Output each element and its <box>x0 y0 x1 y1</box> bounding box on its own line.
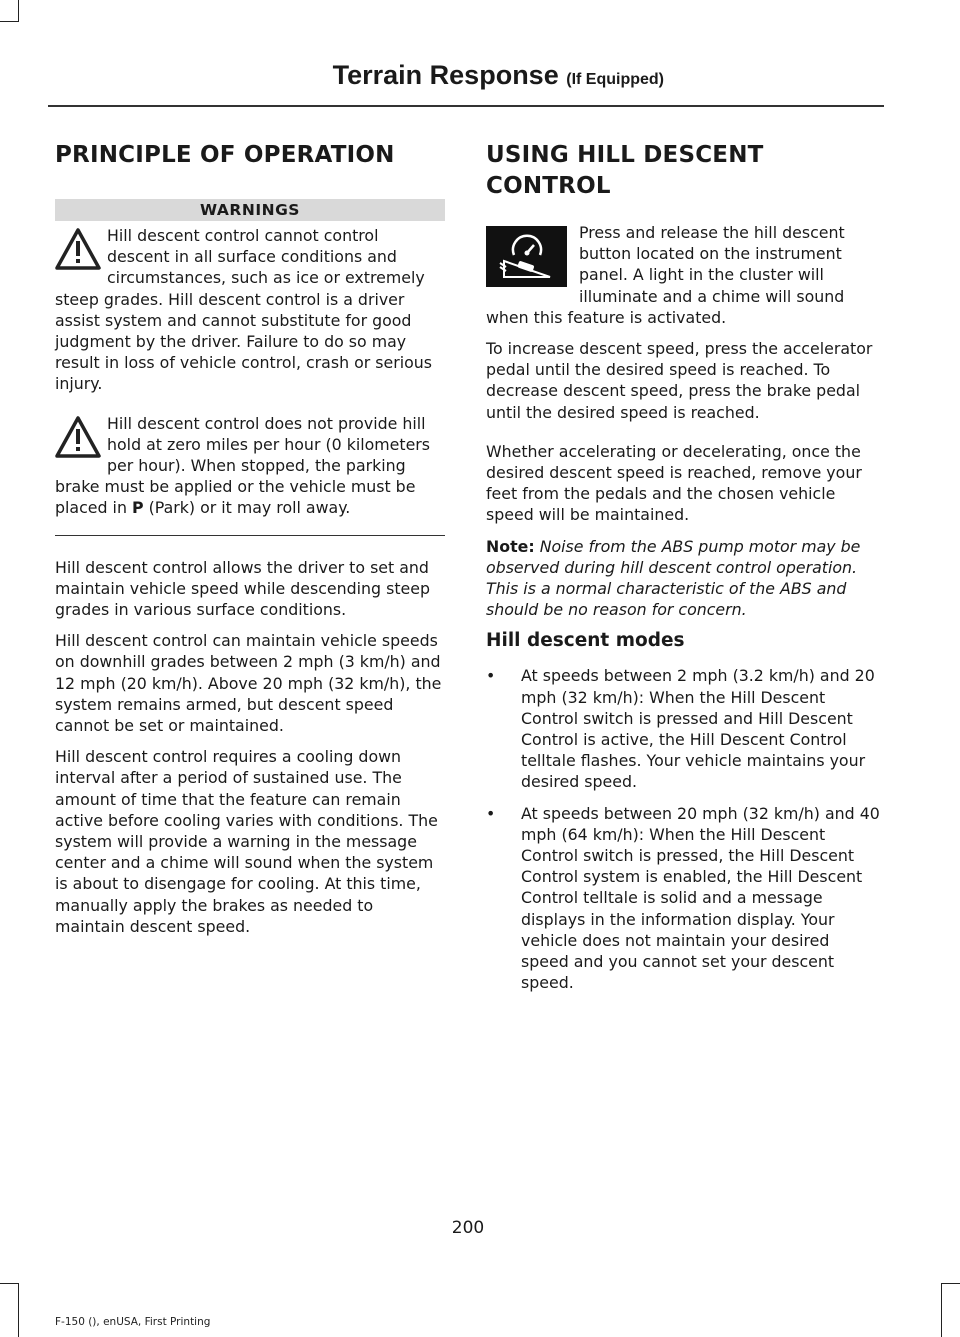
crop-mark-bottom-left-h <box>0 1283 18 1284</box>
note-text: Noise from the ABS pump motor may be observed during hill descent control operation. This is a normal characteristic of the ABS and should be no reason for concern. <box>486 536 861 620</box>
note-label: Note: <box>486 536 535 556</box>
header-title: Terrain Response <box>332 60 559 90</box>
modes-list <box>486 665 880 993</box>
bullet: • <box>486 803 496 823</box>
footer-edition: F-150 (), enUSA, First Printing <box>55 1316 211 1328</box>
warning-1-text: Hill descent control cannot control descent in all surface conditions and circumstances, such as ice or extremely steep grades. Hill descent control is a driver assist system and cannot substitute for good judgment by the driver. Failure to do so may result in loss of vehicle control, crash or serious injury. <box>55 226 433 394</box>
mode-2-text: At speeds between 20 mph (32 km/h) and 40 mph (64 km/h): When the Hill Descent Control switch is pressed, the Hill Descent Control system is enabled, the Hill Descent Control telltale is solid and a message displays in the information display. Your vehicle does not maintain your desired speed and you cannot set your descent speed. <box>521 803 880 993</box>
note <box>486 536 880 621</box>
principle-heading: PRINCIPLE OF OPERATION <box>55 142 395 168</box>
left-column <box>55 140 445 947</box>
crop-mark-top-left-v <box>18 0 19 22</box>
warning-2 <box>55 413 445 519</box>
page-number: 200 <box>451 1218 485 1238</box>
list-item <box>486 803 880 994</box>
hill-descent-glyph <box>496 233 558 281</box>
crop-mark-bottom-right-v <box>941 1283 942 1337</box>
warning-triangle-icon <box>55 227 101 271</box>
warning-2-text-post: (Park) or it may roll away. <box>148 498 351 518</box>
right-para-2: To increase descent speed, press the accelerator pedal until the desired speed is reached. To decrease descent speed, press the brake pedal until the desired speed is reached. <box>486 339 873 422</box>
crop-mark-bottom-left-v <box>18 1283 19 1337</box>
right-para-1: Press and release the hill descent button located on the instrument panel. A light in the cluster will illuminate and a chime will sound when this feature is activated. <box>486 223 845 327</box>
warnings-end-rule <box>55 535 445 536</box>
warning-1 <box>55 225 445 395</box>
crop-mark-top-left-h <box>0 21 18 22</box>
warning-2-text <box>55 413 445 519</box>
right-column <box>486 140 880 1004</box>
header-subtitle: (If Equipped) <box>566 71 664 88</box>
header-rule <box>48 105 884 107</box>
hdc-intro <box>486 222 880 328</box>
hill-descent-icon <box>486 226 567 287</box>
mode-1-text: At speeds between 2 mph (3.2 km/h) and 20 mph (32 km/h): When the Hill Descent Control switch is pressed and Hill Descent Control is active, the Hill Descent Control telltale flashes. Your vehicle maintains your desired speed. <box>521 666 875 792</box>
warning-2-text-pre: Hill descent control does not provide hill hold at zero miles per hour (0 kilometers per hour). When stopped, the parking brake must be applied or the vehicle must be placed in <box>55 413 431 518</box>
list-item <box>486 665 880 792</box>
bullet: • <box>486 666 496 686</box>
right-para-3: Whether accelerating or decelerating, once the desired descent speed is reached, remove your feet from the pedals and the chosen vehicle speed will be maintained. <box>486 441 862 525</box>
running-header <box>333 60 664 91</box>
park-letter: P <box>131 498 144 518</box>
left-para-3: Hill descent control requires a cooling down interval after a period of sustained use. The amount of time that the feature can remain active before cooling varies with conditions. The system will provide a warning in the message center and a chime will sound when the system is about to disengage for cooling. At this time, manually apply the brakes as needed to maintain descent speed. <box>55 747 438 936</box>
warning-triangle-icon <box>55 415 101 459</box>
crop-mark-bottom-right-h <box>942 1283 960 1284</box>
hill-descent-modes-heading: Hill descent modes <box>486 630 685 652</box>
warnings-label: WARNINGS <box>55 199 445 221</box>
left-para-1: Hill descent control allows the driver to set and maintain vehicle speed while descending steep grades in various surface conditions. <box>55 557 430 620</box>
left-para-2: Hill descent control can maintain vehicle speeds on downhill grades between 2 mph (3 km/h) and 12 mph (20 km/h). Above 20 mph (32 km/h), the system remains armed, but descent speed cannot be set or maintained. <box>55 631 442 736</box>
using-hdc-heading: USING HILL DESCENT CONTROL <box>486 142 764 199</box>
